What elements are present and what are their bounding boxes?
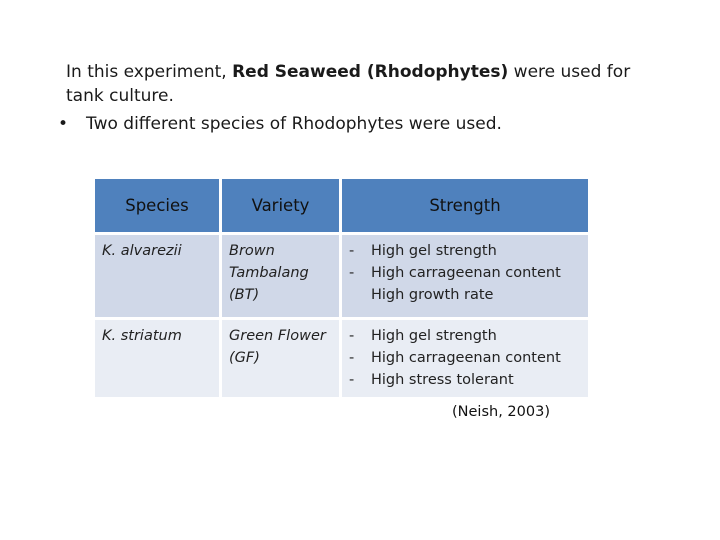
intro-prefix: In this experiment, [66, 62, 233, 82]
strength-item [349, 240, 582, 262]
strength-text: High gel strength [371, 243, 497, 259]
strength-dash: - [349, 350, 355, 366]
bullet-dot: • [58, 114, 69, 134]
strength-dash: - [349, 265, 355, 281]
strength-text: High carrageenan content [371, 350, 561, 366]
bullet-text: Two different species of Rhodophytes were used. [86, 114, 502, 134]
strength-item [349, 325, 582, 347]
strength-dash: - [349, 243, 355, 259]
header-variety: Variety [222, 179, 339, 232]
strength-dash: - [349, 328, 355, 344]
header-strength: Strength [342, 179, 588, 232]
species-cell: K. alvarezii [95, 235, 219, 317]
strength-text: High stress tolerant [371, 372, 514, 388]
strength-cell [342, 320, 588, 397]
species-cell: K. striatum [95, 320, 219, 397]
strength-text: High carrageenan content [371, 265, 561, 281]
variety-cell: Brown Tambalang (BT) [222, 235, 339, 317]
strength-text: High gel strength [371, 328, 497, 344]
intro-suffix: were used for tank culture. [66, 62, 631, 106]
strength-text: High growth rate [371, 287, 494, 303]
strength-item [349, 347, 582, 369]
table-row [95, 320, 588, 397]
species-table [92, 176, 591, 400]
variety-cell: Green Flower (GF) [222, 320, 339, 397]
strength-dash: - [349, 372, 355, 388]
strength-cell [342, 235, 588, 317]
bullet-item [58, 112, 502, 136]
header-species: Species [95, 179, 219, 232]
citation: (Neish, 2003) [452, 404, 550, 420]
table-row [95, 235, 588, 317]
strength-item [349, 262, 582, 284]
strength-item [349, 284, 582, 306]
table-header-row [95, 179, 588, 232]
intro-highlight: Red Seaweed (Rhodophytes) [232, 62, 509, 82]
intro-paragraph [66, 60, 666, 108]
strength-item [349, 369, 582, 391]
